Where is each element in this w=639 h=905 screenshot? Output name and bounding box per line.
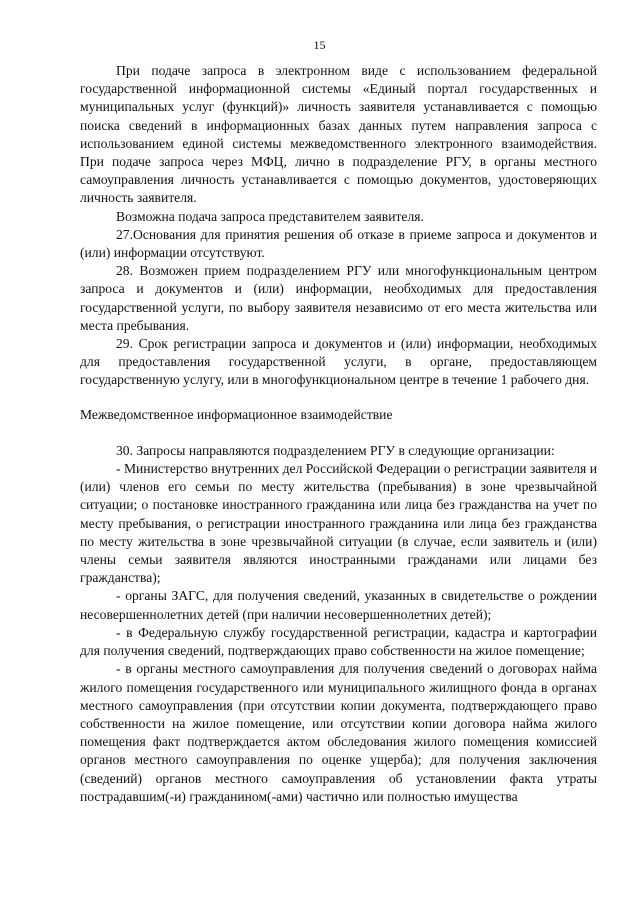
paragraph-representative: Возможна подача запроса представителем заявителя. <box>116 208 424 224</box>
paragraph-27: 27.Основания для принятия решения об отказе в приеме запроса и документов и (или) информации отсутствуют. <box>80 226 597 261</box>
paragraph-electronic-request: При подаче запроса в электронном виде с использованием федеральной государственной информационной системы «Единый портал государственных и муниципальных услуг (функций)» личность заявителя устанавливается с помощью поиска сведений в информационных базах данных путем направления запроса с использованием единой системы межведомственного электронного взаимодействия. При подаче запроса через МФЦ, лично в подразделение РГУ, в органы местного самоуправления личность устанавливается с помощью документов, удостоверяющих личность заявителя. <box>80 63 597 206</box>
paragraph-30: 30. Запросы направляются подразделением РГУ в следующие организации: <box>116 442 555 458</box>
page-number: 15 <box>313 38 326 52</box>
list-item-zags: - органы ЗАГС, для получения сведений, указанных в свидетельстве о рождении несовершеннолетних детей (при наличии несовершеннолетних детей); <box>80 588 597 622</box>
list-item-mvd: - Министерство внутренних дел Российской Федерации о регистрации заявителя и (или) членов его семьи по месту жительства (пребывания) в зоне чрезвычайной ситуации; о постановке иностранного гражданина или лица без гражданства на учет по месту пребывания, о регистрации иностранного гражданина или лица без гражданства по месту жительства в зоне чрезвычайной ситуации (в случае, если заявитель и (или) члены семьи заявителя являются иностранными гражданами или лицами без гражданства); <box>80 461 597 586</box>
list-item-rosreestr: - в Федеральную службу государственной регистрации, кадастра и картографии для получения сведений, подтверждающих право собственности на жилое помещение; <box>80 624 597 659</box>
list-item-local-government: - в органы местного самоуправления для получения сведений о договорах найма жилого помещения государственного или муниципального жилищного фонда в органах местного самоуправления (при отсутствии копии документа, подтверждающего право собственности на жилое помещение, или отсутствии копии договора найма жилого помещения факт подтверждается актом обследования жилого помещения комиссией органов местного самоуправления по оценке ущерба); для получения заключения (сведений) органов местного самоуправления об установлении факта утраты пострадавшим(-и) гражданином(-ами) частично или полностью имущества <box>80 661 597 804</box>
paragraph-29: 29. Срок регистрации запроса и документов и (или) информации, необходимых для предоставления государственной услуги, в органе, предоставляющем государственную услугу, или в многофункциональном центре в течение 1 рабочего дня. <box>80 336 597 388</box>
paragraph-28: 28. Возможен прием подразделением РГУ или многофункциональным центром запроса и документов и (или) информации, необходимых для предоставления государственной услуги, по выбору заявителя независимо от его места жительства или места пребывания. <box>80 263 597 333</box>
section-heading: Межведомственное информационное взаимодействие <box>80 406 393 422</box>
document-body <box>80 62 597 806</box>
